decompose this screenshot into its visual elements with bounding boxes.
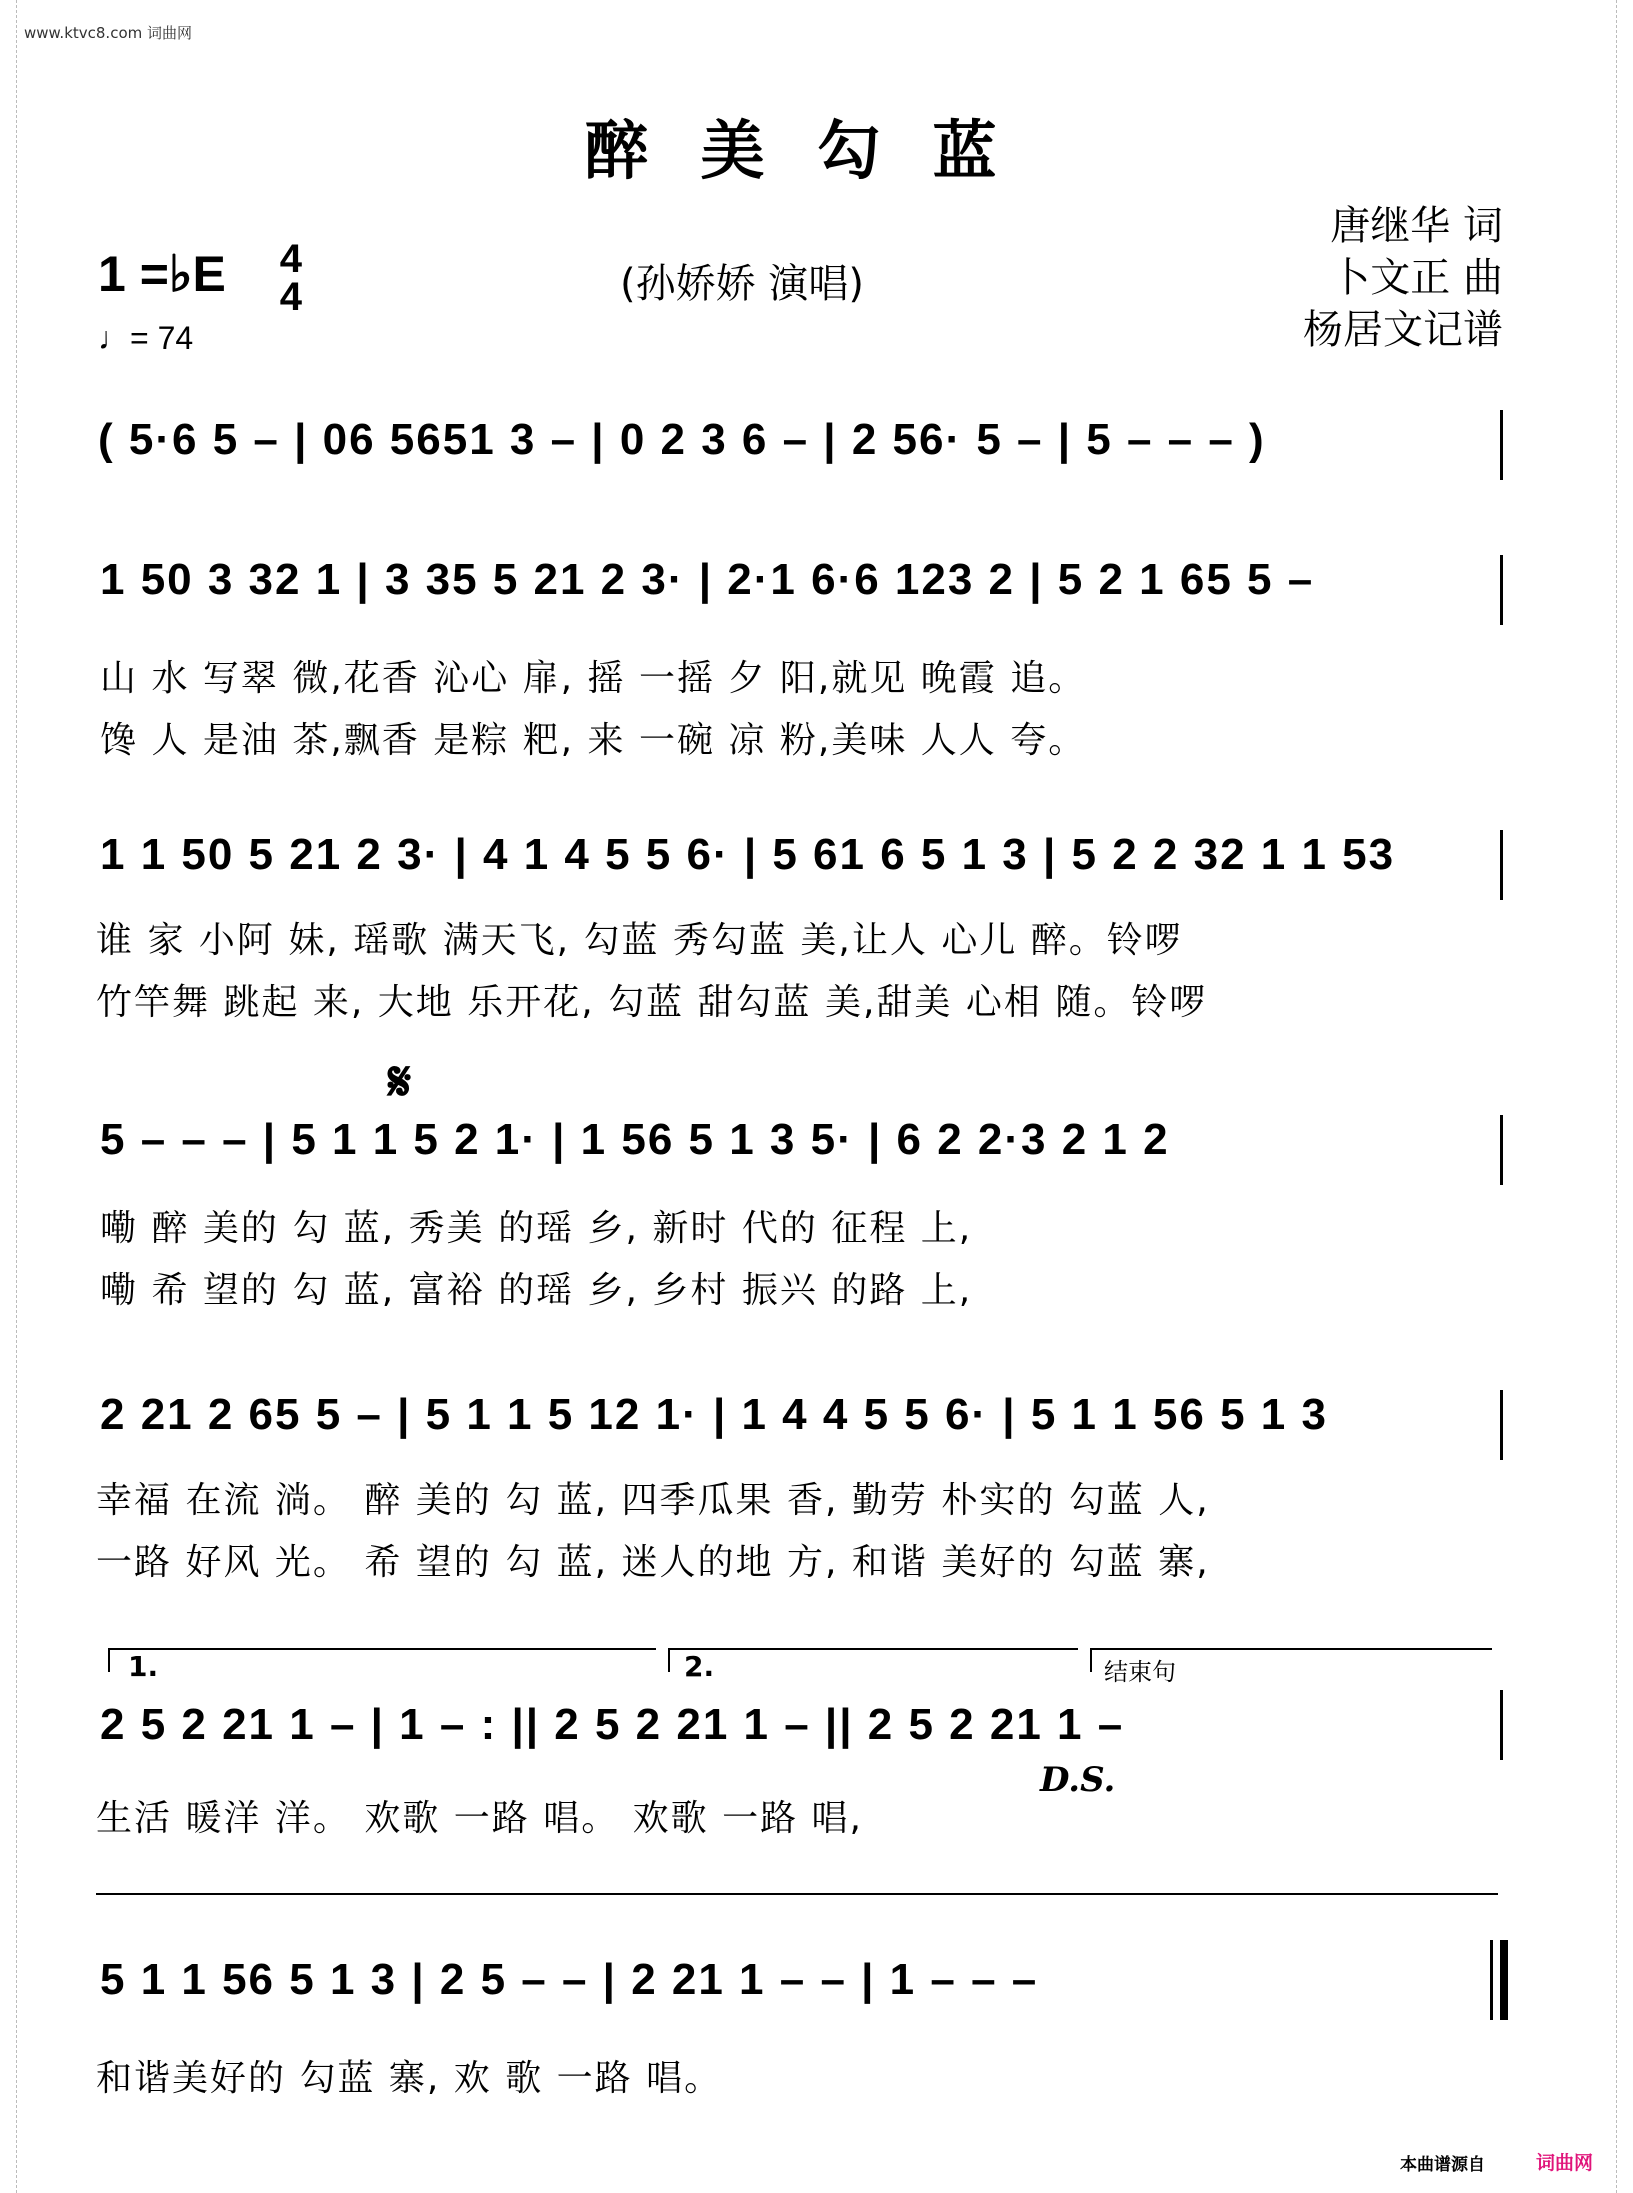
row-4-lyrics-2: 嘞 希 望的 勾 蓝, 富裕 的瑶 乡, 乡村 振兴 的路 上, (100, 1270, 973, 1311)
segno-sign: 𝄋 (388, 1050, 412, 1113)
row-5-lyrics-1: 幸福 在流 淌。 醉 美的 勾 蓝, 四季瓜果 香, 勤劳 朴实的 勾蓝 人, (96, 1480, 1210, 1521)
barline (1500, 410, 1503, 480)
volta-1-edge (108, 1648, 110, 1672)
time-signature: 4 4 (279, 237, 302, 319)
footer-source: 本曲谱源自 (1400, 2155, 1485, 2175)
barline (1500, 830, 1503, 900)
ending-label: 结束句 (1104, 1658, 1176, 1686)
barline (1500, 1115, 1503, 1185)
barline (1500, 1690, 1503, 1760)
row-2-lyrics-2: 馋 人 是油 茶,飘香 是粽 粑, 来 一碗 凉 粉,美味 人人 夸。 (100, 720, 1087, 761)
final-barline-thin (1490, 1940, 1493, 2020)
volta-1-label: 1. (128, 1650, 159, 1683)
final-barline-thick (1500, 1940, 1508, 2020)
row-5-lyrics-2: 一路 好风 光。 希 望的 勾 蓝, 迷人的地 方, 和谐 美好的 勾蓝 寨, (96, 1542, 1210, 1583)
key-signature (98, 237, 302, 319)
lyricist: 唐继华 词 (1330, 203, 1503, 249)
singer-credit: (孙娇娇 演唱) (620, 261, 864, 307)
row-7-lyrics-1: 和谐美好的 勾蓝 寨, 欢 歌 一路 唱。 (96, 2058, 723, 2099)
dal-segno-mark: D.S. (1040, 1760, 1116, 1800)
right-margin-strip (1616, 0, 1627, 2193)
transcriber: 杨居文记谱 (1303, 307, 1503, 353)
left-margin-strip (6, 0, 17, 2193)
volta-2-bracket (668, 1648, 1078, 1650)
footer-brand-link[interactable]: 词曲网 (1535, 2152, 1593, 2174)
tempo-mark: ♩= 74 (98, 320, 194, 356)
volta-2-edge (668, 1648, 670, 1672)
credits-block (1303, 200, 1503, 356)
row-2-lyrics-1: 山 水 写翠 微,花香 沁心 扉, 摇 一摇 夕 阳,就见 晚霞 追。 (100, 658, 1087, 699)
barline (1500, 555, 1503, 625)
site-watermark: www.ktvc8.com 词曲网 (24, 24, 193, 42)
score-row-5-notes: 2 21 2 65 5 – | 5 1 1 5 12 1· | 1 4 4 5 5 6· | 5 1 1 56 5 1 3 (100, 1390, 1328, 1439)
barline (1500, 1390, 1503, 1460)
score-row-1-notes: ( 5·6 5 – | 06 5651 3 – | 0 2 3 6 – | 2 56· 5 – | 5 – – – ) (98, 415, 1266, 464)
score-row-6-notes: 2 5 2 21 1 – | 1 – : || 2 5 2 21 1 – || 2 5 2 21 1 – (100, 1700, 1125, 1749)
ending-bracket (1090, 1648, 1492, 1650)
row-6-lyrics-1: 生活 暖洋 洋。 欢歌 一路 唱。 欢歌 一路 唱, (96, 1798, 863, 1839)
score-row-2-notes: 1 50 3 32 1 | 3 35 5 21 2 3· | 2·1 6·6 123 2 | 5 2 1 65 5 – (100, 555, 1315, 604)
key-text: 1 =♭E (98, 246, 226, 303)
composer: 卜文正 曲 (1330, 255, 1503, 301)
score-row-7-notes: 5 1 1 56 5 1 3 | 2 5 – – | 2 21 1 – – | 1 – – – (100, 1955, 1039, 2004)
volta-2-label: 2. (684, 1650, 715, 1683)
score-row-4-notes: 5 – – – | 5 1 1 5 2 1· | 1 56 5 1 3 5· | 6 2 2·3 2 1 2 (100, 1115, 1170, 1164)
song-title: 醉美勾蓝 (584, 114, 1049, 189)
row-3-lyrics-2: 竹竿舞 跳起 来, 大地 乐开花, 勾蓝 甜勾蓝 美,甜美 心相 随。铃啰 (96, 982, 1208, 1023)
volta-1-bracket (108, 1648, 656, 1650)
row-4-lyrics-1: 嘞 醉 美的 勾 蓝, 秀美 的瑶 乡, 新时 代的 征程 上, (100, 1208, 973, 1249)
row-3-lyrics-1: 谁 家 小阿 妹, 瑶歌 满天飞, 勾蓝 秀勾蓝 美,让人 心儿 醉。铃啰 (96, 920, 1183, 961)
score-row-3-notes: 1 1 50 5 21 2 3· | 4 1 4 5 5 6· | 5 61 6 5 1 3 | 5 2 2 32 1 1 53 (100, 830, 1396, 879)
section-divider (96, 1893, 1498, 1895)
ending-edge (1090, 1648, 1092, 1672)
